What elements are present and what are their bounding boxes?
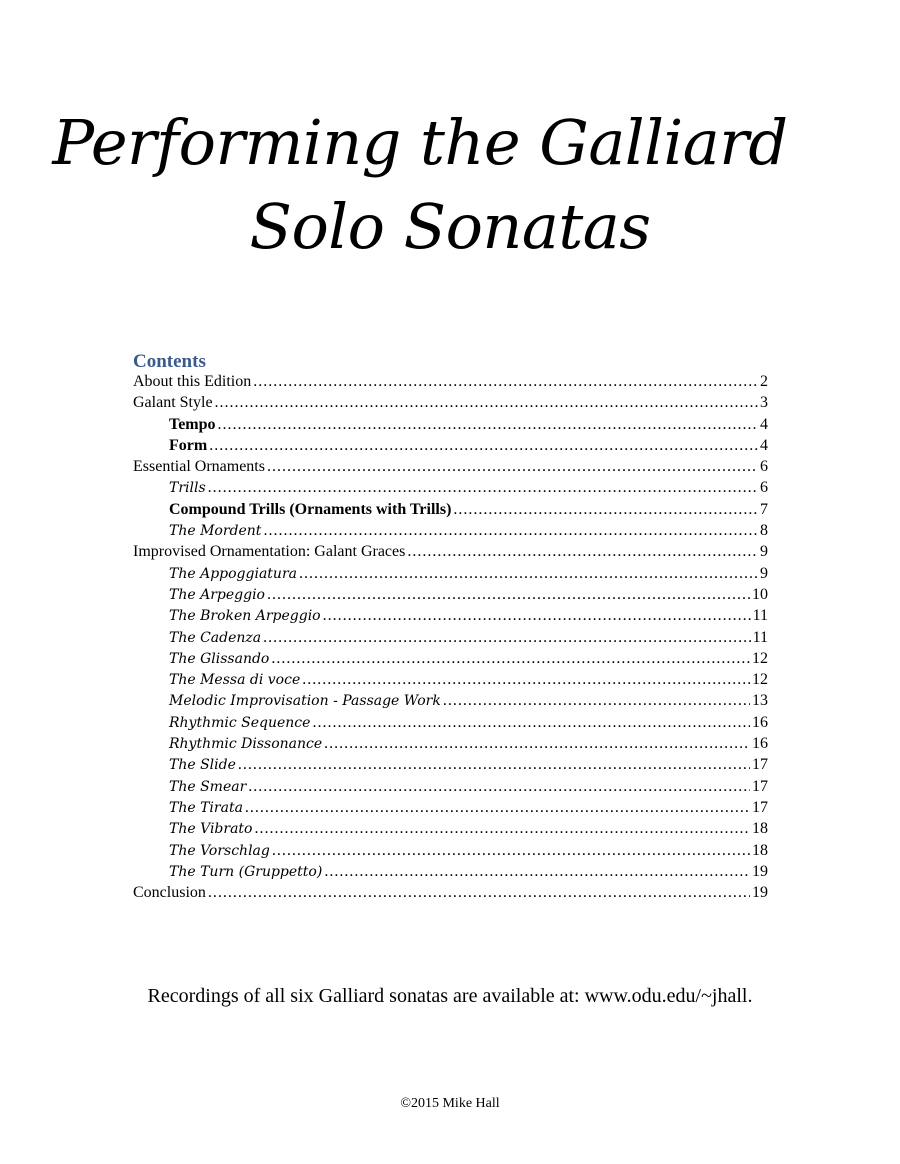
toc-entry-label: The Appoggiatura bbox=[169, 565, 297, 582]
toc-entry[interactable] bbox=[133, 416, 768, 437]
toc-dot-leader bbox=[218, 416, 758, 434]
toc-entry-label: Rhythmic Dissonance bbox=[169, 736, 323, 753]
toc-dot-leader bbox=[208, 884, 750, 902]
toc-entry[interactable] bbox=[133, 735, 768, 756]
toc-dot-leader bbox=[255, 820, 751, 838]
toc-entry-page: 9 bbox=[760, 543, 768, 561]
recordings-note: Recordings of all six Galliard sonatas are available at: www.odu.edu/~jhall. bbox=[147, 985, 753, 1007]
toc-entry-page: 17 bbox=[752, 756, 768, 774]
toc-entry[interactable] bbox=[133, 650, 768, 671]
toc-entry[interactable] bbox=[133, 586, 768, 607]
toc-entry-page: 12 bbox=[752, 649, 768, 667]
toc-dot-leader bbox=[407, 543, 758, 561]
toc-entry-page: 4 bbox=[760, 436, 768, 454]
toc-entry-label: The Vibrato bbox=[169, 821, 253, 838]
toc-entry-page: 11 bbox=[752, 628, 768, 646]
toc-entry[interactable] bbox=[133, 756, 768, 777]
toc-entry-page: 13 bbox=[752, 692, 768, 710]
toc-entry[interactable] bbox=[133, 565, 768, 586]
toc-entry[interactable] bbox=[133, 522, 768, 543]
toc-entry[interactable] bbox=[133, 842, 768, 863]
toc-dot-leader bbox=[267, 586, 750, 604]
contents-heading: Contents bbox=[133, 351, 206, 372]
toc-entry[interactable] bbox=[133, 479, 768, 500]
toc-entry[interactable] bbox=[133, 437, 768, 458]
toc-dot-leader bbox=[453, 501, 758, 519]
toc-entry-page: 19 bbox=[752, 862, 768, 880]
toc-dot-leader bbox=[272, 842, 750, 860]
toc-entry[interactable] bbox=[133, 820, 768, 841]
toc-entry-label: Tempo bbox=[169, 415, 216, 433]
toc-entry[interactable] bbox=[133, 692, 768, 713]
toc-entry[interactable] bbox=[133, 607, 768, 628]
toc-entry-label: The Mordent bbox=[169, 523, 262, 540]
toc-dot-leader bbox=[245, 799, 750, 817]
toc-entry-label: Melodic Improvisation - Passage Work bbox=[169, 693, 441, 710]
toc-dot-leader bbox=[302, 671, 750, 689]
toc-entry-label: Galant Style bbox=[133, 394, 213, 412]
toc-entry-page: 6 bbox=[760, 479, 768, 497]
toc-entry-page: 7 bbox=[760, 500, 768, 518]
toc-dot-leader bbox=[253, 373, 758, 391]
toc-entry-label: About this Edition bbox=[133, 373, 252, 390]
toc-dot-leader bbox=[324, 735, 750, 753]
toc-entry[interactable] bbox=[133, 714, 768, 735]
toc-dot-leader bbox=[312, 714, 750, 732]
toc-entry-label: The Broken Arpeggio bbox=[169, 608, 321, 625]
toc-entry[interactable] bbox=[133, 394, 768, 415]
toc-entry-page: 10 bbox=[752, 585, 768, 603]
toc-entry-page: 18 bbox=[752, 820, 768, 838]
table-of-contents bbox=[133, 373, 768, 905]
toc-dot-leader bbox=[267, 458, 758, 476]
toc-entry-page: 19 bbox=[752, 884, 768, 902]
toc-dot-leader bbox=[299, 565, 758, 583]
toc-entry-page: 12 bbox=[752, 671, 768, 689]
toc-entry-label: The Slide bbox=[169, 757, 236, 774]
toc-entry-label: The Vorschlag bbox=[169, 842, 270, 859]
toc-dot-leader bbox=[248, 778, 750, 796]
toc-dot-leader bbox=[443, 692, 750, 710]
toc-entry[interactable] bbox=[133, 799, 768, 820]
toc-dot-leader bbox=[209, 437, 758, 455]
toc-entry-page: 17 bbox=[752, 777, 768, 795]
toc-entry-page: 17 bbox=[752, 798, 768, 816]
toc-entry-label: Rhythmic Sequence bbox=[169, 714, 311, 731]
toc-entry-label: The Tirata bbox=[169, 799, 243, 816]
toc-dot-leader bbox=[323, 607, 751, 625]
toc-entry-page: 4 bbox=[760, 415, 768, 433]
toc-entry-label: The Turn (Gruppetto) bbox=[169, 863, 323, 880]
toc-dot-leader bbox=[263, 629, 750, 647]
toc-entry[interactable] bbox=[133, 543, 768, 564]
document-title-line-2: Solo Sonatas bbox=[249, 190, 651, 263]
toc-dot-leader bbox=[324, 863, 750, 881]
toc-entry-label: Conclusion bbox=[133, 884, 206, 902]
toc-entry[interactable] bbox=[133, 629, 768, 650]
toc-dot-leader bbox=[208, 479, 758, 497]
toc-entry-label: Improvised Ornamentation: Galant Graces bbox=[133, 543, 406, 561]
toc-entry-page: 9 bbox=[760, 564, 768, 582]
toc-entry-page: 3 bbox=[760, 394, 768, 412]
toc-entry-label: The Messa di voce bbox=[169, 672, 301, 689]
toc-entry[interactable] bbox=[133, 884, 768, 905]
toc-entry[interactable] bbox=[133, 373, 768, 394]
toc-dot-leader bbox=[271, 650, 750, 668]
toc-entry-page: 16 bbox=[752, 713, 768, 731]
toc-entry-label: Form bbox=[169, 436, 208, 454]
toc-entry-label: Trills bbox=[169, 480, 206, 497]
toc-entry[interactable] bbox=[133, 863, 768, 884]
toc-entry-page: 6 bbox=[760, 458, 768, 476]
document-title-line-1: Performing the Galliard bbox=[52, 106, 788, 179]
toc-entry[interactable] bbox=[133, 778, 768, 799]
toc-entry[interactable] bbox=[133, 501, 768, 522]
toc-entry[interactable] bbox=[133, 458, 768, 479]
copyright: ©2015 Mike Hall bbox=[400, 1096, 500, 1111]
toc-entry-label: The Smear bbox=[169, 778, 247, 795]
toc-entry-label: The Glissando bbox=[169, 650, 270, 667]
toc-dot-leader bbox=[238, 756, 750, 774]
toc-entry-label: Essential Ornaments bbox=[133, 458, 265, 476]
toc-entry-label: The Arpeggio bbox=[169, 586, 265, 603]
toc-entry-page: 18 bbox=[752, 841, 768, 859]
toc-entry-page: 11 bbox=[752, 607, 768, 625]
toc-dot-leader bbox=[215, 394, 758, 412]
toc-entry-page: 16 bbox=[752, 735, 768, 753]
toc-entry[interactable] bbox=[133, 671, 768, 692]
toc-entry-label: Compound Trills (Ornaments with Trills) bbox=[169, 500, 452, 518]
toc-entry-page: 2 bbox=[760, 373, 768, 390]
toc-entry-label: The Cadenza bbox=[169, 629, 262, 646]
toc-entry-page: 8 bbox=[760, 522, 768, 540]
toc-dot-leader bbox=[263, 522, 758, 540]
